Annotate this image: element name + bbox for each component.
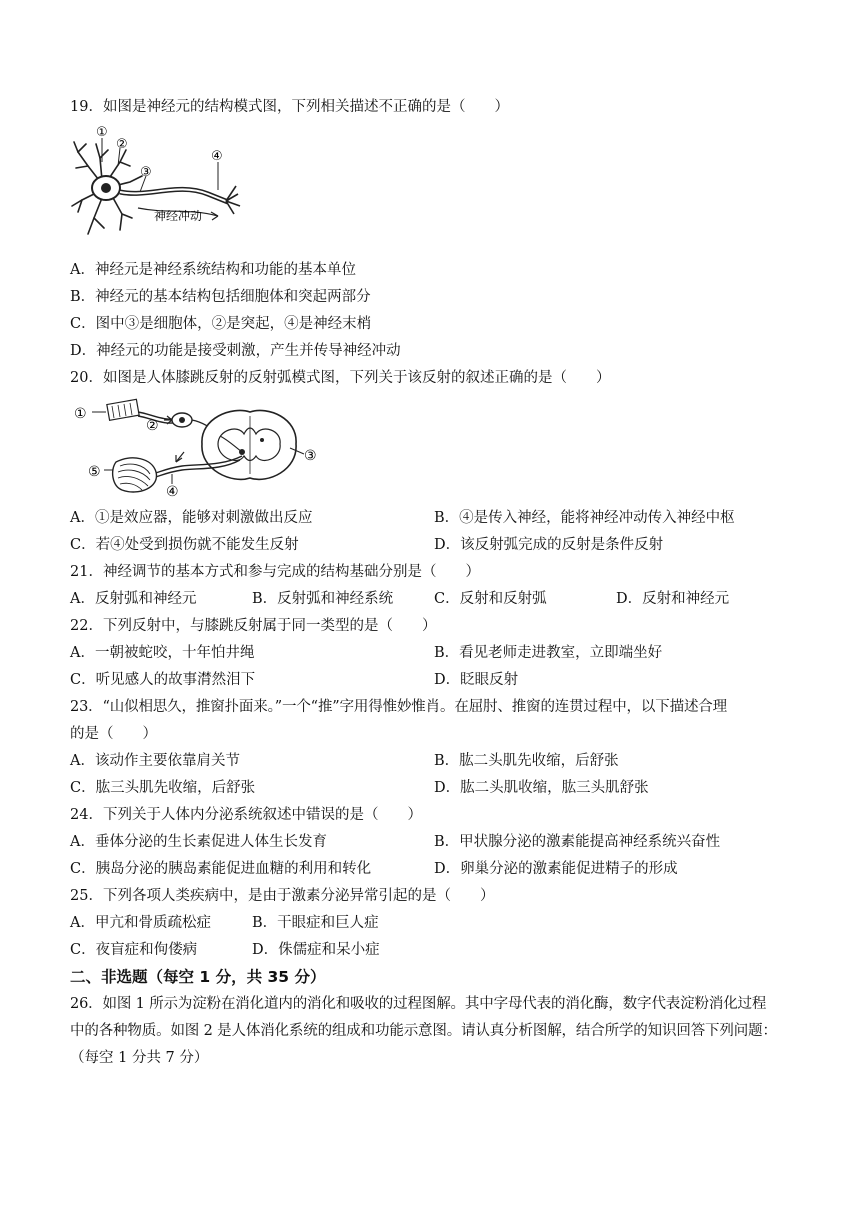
reflex-label-1: ① — [74, 406, 87, 422]
question-26-line1: 26．如图 1 所示为淀粉在消化道内的消化和吸收的过程图解。其中字母代表的消化酶，数字代表淀粉消化过程 — [70, 996, 767, 1012]
q21-option-c: C．反射和反射弧 — [434, 591, 547, 607]
question-21-stem: 21．神经调节的基本方式和参与完成的结构基础分别是（ ） — [70, 564, 480, 580]
neuron-diagram — [68, 122, 243, 252]
q23-option-d: D．肱二头肌收缩，肱三头肌舒张 — [434, 780, 649, 796]
question-22-stem: 22．下列反射中，与膝跳反射属于同一类型的是（ ） — [70, 618, 437, 634]
q19-option-b: B．神经元的基本结构包括细胞体和突起两部分 — [70, 289, 371, 305]
q24-option-a: A．垂体分泌的生长素促进人体生长发育 — [70, 834, 327, 850]
q25-option-b: B．干眼症和巨人症 — [252, 915, 379, 931]
q19-option-a: A．神经元是神经系统结构和功能的基本单位 — [70, 262, 356, 278]
q20-option-c: C．若④处受到损伤就不能发生反射 — [70, 537, 299, 553]
q22-option-d: D．眨眼反射 — [434, 672, 519, 688]
question-25-stem: 25．下列各项人类疾病中，是由于激素分泌异常引起的是（ ） — [70, 888, 495, 904]
q23-option-b: B．肱二头肌先收缩，后舒张 — [434, 753, 619, 769]
q23-option-c: C．肱三头肌先收缩，后舒张 — [70, 780, 256, 796]
q20-option-d: D．该反射弧完成的反射是条件反射 — [434, 537, 664, 553]
reflex-label-3: ③ — [304, 448, 317, 464]
neuron-label-3: ③ — [140, 165, 152, 180]
section-2-heading: 二、非选题（每空 1 分，共 35 分） — [70, 968, 326, 986]
q19-option-c: C．图中③是细胞体，②是突起，④是神经末梢 — [70, 316, 372, 332]
question-19-stem: 19．如图是神经元的结构模式图，下列相关描述不正确的是（ ） — [70, 99, 509, 115]
question-23-stem-line2: 的是（ ） — [70, 726, 157, 742]
q22-option-b: B．看见老师走进教室，立即端坐好 — [434, 645, 663, 661]
q24-option-b: B．甲状腺分泌的激素能提高神经系统兴奋性 — [434, 834, 721, 850]
q25-option-c: C．夜盲症和佝偻病 — [70, 942, 198, 958]
reflex-label-4: ④ — [166, 484, 179, 500]
question-26-line2: 中的各种物质。如图 2 是人体消化系统的组成和功能示意图。请认真分析图解，结合所学的知识回答下列问题： — [70, 1023, 777, 1039]
neuron-label-2: ② — [116, 137, 128, 152]
q21-option-d: D．反射和神经元 — [616, 591, 730, 607]
reflex-label-2: ② — [146, 418, 159, 434]
q22-option-a: A．一朝被蛇咬，十年怕井绳 — [70, 645, 255, 661]
reflex-label-5: ⑤ — [88, 464, 101, 480]
neuron-label-4: ④ — [211, 149, 223, 164]
question-24-stem: 24．下列关于人体内分泌系统叙述中错误的是（ ） — [70, 807, 422, 823]
q23-option-a: A．该动作主要依靠肩关节 — [70, 753, 240, 769]
neuron-label-1: ① — [96, 125, 108, 140]
q21-option-a: A．反射弧和神经元 — [70, 591, 197, 607]
q20-option-a: A．①是效应器，能够对刺激做出反应 — [70, 510, 313, 526]
q25-option-d: D．侏儒症和呆小症 — [252, 942, 380, 958]
q25-option-a: A．甲亢和骨质疏松症 — [70, 915, 211, 931]
q22-option-c: C．听见感人的故事潸然泪下 — [70, 672, 256, 688]
neuron-caption: 神经冲动 — [154, 209, 203, 223]
q19-option-d: D．神经元的功能是接受刺激，产生并传导神经冲动 — [70, 343, 401, 359]
q21-option-b: B．反射弧和神经系统 — [252, 591, 394, 607]
reflex-arc-diagram — [72, 396, 322, 502]
question-23-stem-line1: 23．“山似相思久，推窗扑面来。”一个“推”字用得惟妙惟肖。在屈肘、推窗的连贯过程中，以下描述合理 — [70, 699, 727, 715]
q24-option-d: D．卵巢分泌的激素能促进精子的形成 — [434, 861, 678, 877]
q20-option-b: B．④是传入神经，能将神经冲动传入神经中枢 — [434, 510, 735, 526]
q24-option-c: C．胰岛分泌的胰岛素能促进血糖的利用和转化 — [70, 861, 372, 877]
question-20-stem: 20．如图是人体膝跳反射的反射弧模式图，下列关于该反射的叙述正确的是（ ） — [70, 370, 611, 386]
question-26-line3: （每空 1 分共 7 分） — [70, 1050, 209, 1066]
